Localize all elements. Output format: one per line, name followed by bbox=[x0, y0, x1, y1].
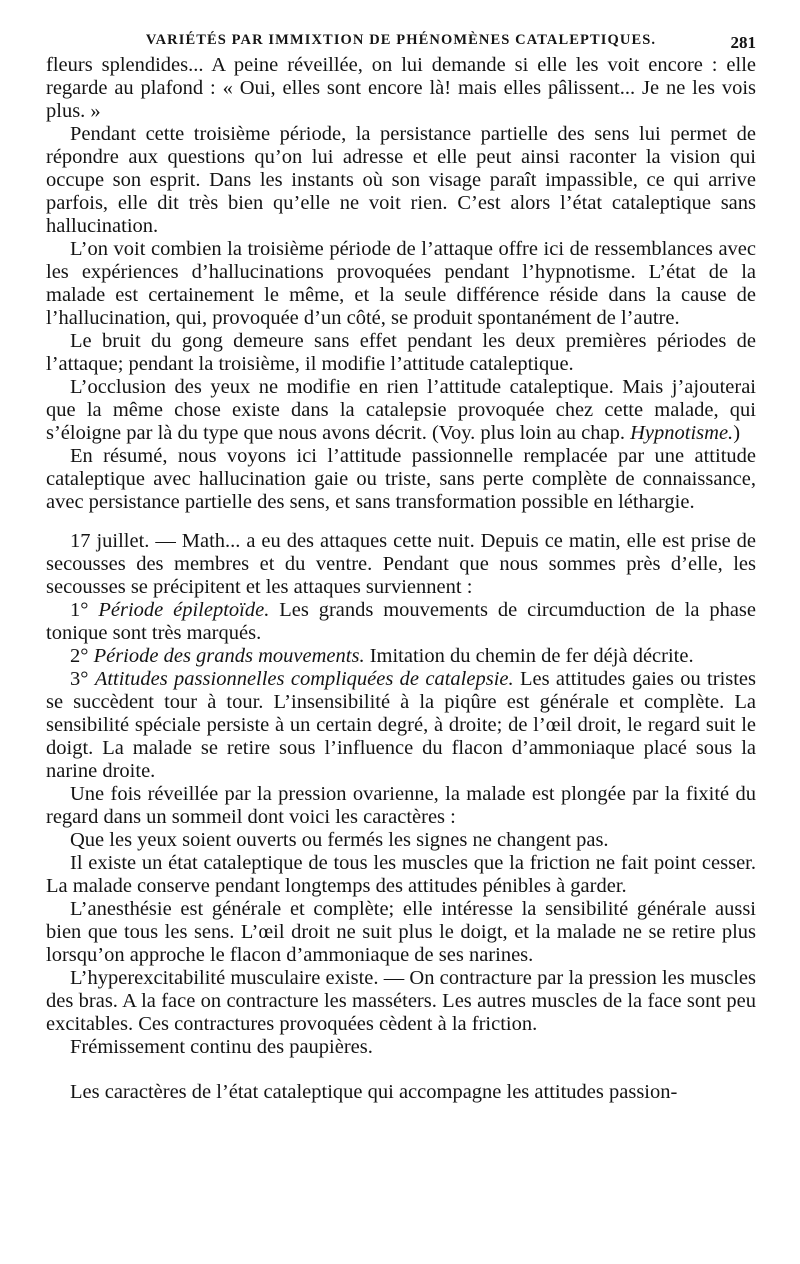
period-item bbox=[46, 599, 756, 645]
paragraph-text: Les caractères de l’état cataleptique qui accompagne les attitudes passion- bbox=[70, 1081, 678, 1103]
paragraph-text: Imitation du chemin de fer déjà décrite. bbox=[364, 645, 694, 667]
paragraph-text: En résumé, nous voyons ici l’attitude passionnelle remplacée par une attitude cataleptique avec hallucination gaie ou triste, sans perte complète de connaissance, avec persistance partielle des sens, et sans transformation possible en léthargie. bbox=[46, 445, 756, 513]
paragraph-text: L’on voit combien la troisième période de l’attaque offre ici de ressemblances avec les expériences d’hallucinations provoquées pendant l’hypnotisme. L’état de la malade est certainement le même, et la seule différence réside dans la cause de l’hallucination, qui, provoquée d’un côté, se produit spontanément de l’autre. bbox=[46, 238, 756, 329]
paragraph-text: 17 juillet. — Math... a eu des attaques cette nuit. Depuis ce matin, elle est prise de secousses des membres et du ventre. Pendant que nous sommes près d’elle, les secousses se précipitent et les attaques surviennent : bbox=[46, 530, 756, 598]
period-title: Période des grands mouvements. bbox=[93, 645, 365, 667]
paragraph-text: L’hyperexcitabilité musculaire existe. — On contracture par la pression les muscles des bras. A la face on contracture les masséters. Les autres muscles de la face sont peu excitables. Ces contractures provoquées cèdent à la friction. bbox=[46, 967, 756, 1035]
page-number: 281 bbox=[730, 33, 756, 52]
body-text bbox=[46, 54, 756, 1104]
paragraph-text: Une fois réveillée par la pression ovarienne, la malade est plongée par la fixité du regard dans un sommeil dont voici les caractères : bbox=[46, 783, 756, 828]
period-item bbox=[46, 645, 756, 668]
paragraph-text: Les grands mouvements de circumduction de la phase tonique sont très marqués. bbox=[46, 599, 756, 644]
paragraph-text-end: ) bbox=[733, 422, 741, 444]
paragraph-text: Que les yeux soient ouverts ou fermés les signes ne changent pas. bbox=[70, 829, 609, 851]
paragraph-continuation bbox=[46, 54, 756, 123]
chapter-reference: Hypnotisme. bbox=[630, 422, 734, 444]
paragraph-text: Pendant cette troisième période, la persistance partielle des sens lui permet de répondre aux questions qu’on lui adresse et elle peut ainsi raconter la vision qui occupe son esprit. Dans les instants où son visage paraît impassible, ce qui arrive parfois, elle dit très bien qu’elle ne voit rien. C’est alors l’état cataleptique sans hallucination. bbox=[46, 123, 756, 237]
paragraph bbox=[46, 783, 756, 829]
paragraph bbox=[46, 1036, 756, 1059]
period-title: Attitudes passionnelles compliquées de catalepsie. bbox=[94, 668, 514, 690]
paragraph-text: Le bruit du gong demeure sans effet pendant les deux premières périodes de l’attaque; pendant la troisième, il modifie l’attitude cataleptique. bbox=[46, 330, 756, 375]
paragraph bbox=[46, 1081, 756, 1104]
paragraph bbox=[46, 829, 756, 852]
paragraph-text: Il existe un état cataleptique de tous les muscles que la friction ne fait point cesser. La malade conserve pendant longtemps des attitudes pénibles à garder. bbox=[46, 852, 756, 897]
paragraph bbox=[46, 238, 756, 330]
period-number: 1° bbox=[70, 599, 89, 621]
paragraph-text: Les attitudes gaies ou tristes se succèdent tour à tour. L’insensibilité à la piqûre est générale et complète. La sensibilité spéciale persiste à un certain degré, à droite; de l’œil droit, le regard suit le doigt. La malade se retire sous l’influence du flacon d’ammoniaque placé sous la narine droite. bbox=[46, 668, 757, 782]
running-title: VARIÉTÉS PAR IMMIXTION DE PHÉNOMÈNES CATALEPTIQUES. bbox=[145, 32, 657, 48]
paragraph bbox=[46, 445, 756, 514]
paragraph bbox=[46, 376, 756, 445]
period-number: 3° bbox=[70, 668, 89, 690]
paragraph bbox=[46, 123, 756, 238]
paragraph-text: Frémissement continu des paupières. bbox=[70, 1036, 373, 1058]
paragraph bbox=[46, 898, 756, 967]
period-title: Période épileptoïde. bbox=[98, 599, 270, 621]
paragraph-text: fleurs splendides... A peine réveillée, on lui demande si elle les voit encore : elle regarde au plafond : « Oui, elles sont encore là! mais elles pâlissent... Je ne les vois plus. » bbox=[46, 54, 756, 122]
running-head bbox=[46, 22, 756, 52]
paragraph-text: L’anesthésie est générale et complète; elle intéresse la sensibilité générale aussi bien que tous les sens. L’œil droit ne suit plus le doigt, et la malade ne se retire plus lorsqu’on approche le flacon d’ammoniaque de ses narines. bbox=[46, 898, 756, 966]
paragraph-text: L’occlusion des yeux ne modifie en rien l’attitude cataleptique. Mais j’ajouterai que la même chose existe dans la catalepsie provoquée chez cette malade, qui s’éloigne par là du type que nous avons décrit. (Voy. plus loin au chap. bbox=[46, 376, 756, 444]
dated-entry-paragraph bbox=[46, 530, 756, 599]
period-number: 2° bbox=[70, 645, 89, 667]
paragraph bbox=[46, 852, 756, 898]
period-item bbox=[46, 668, 756, 783]
paragraph bbox=[46, 330, 756, 376]
paragraph bbox=[46, 967, 756, 1036]
